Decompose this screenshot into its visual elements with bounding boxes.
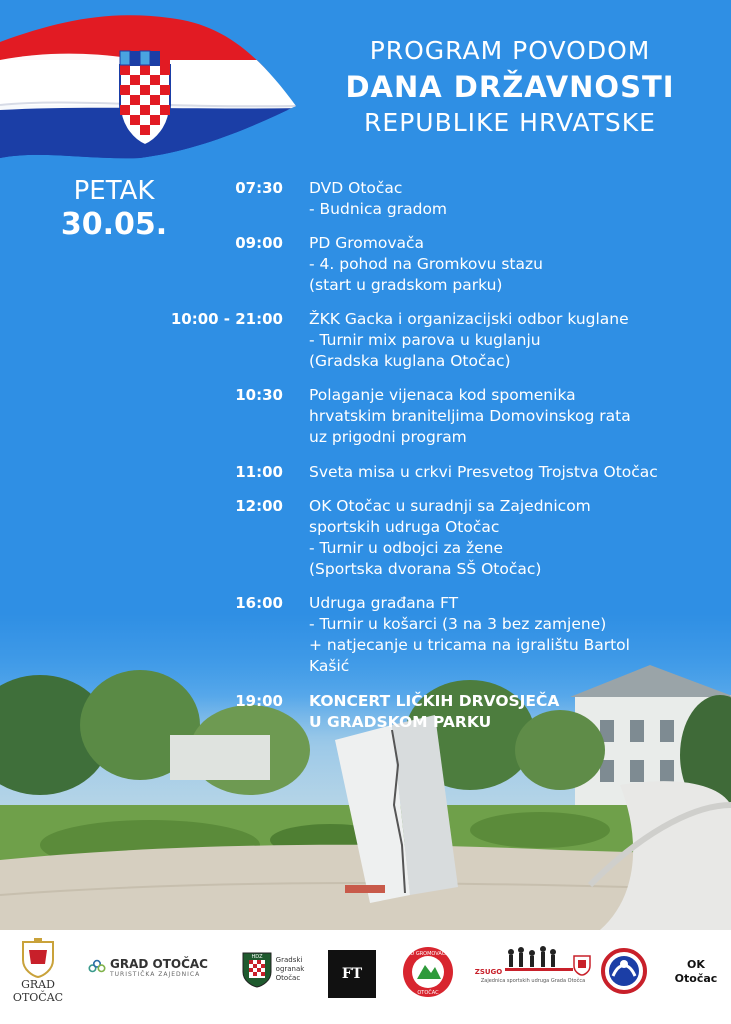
day-date: 30.05.	[60, 207, 168, 242]
logo-zsugo	[474, 944, 588, 984]
event-time: 11:00	[235, 463, 283, 481]
hdz-badge-text: HDZ	[251, 954, 263, 960]
zsugo-graphic	[475, 944, 592, 976]
event-description	[309, 691, 729, 733]
event-row	[160, 593, 730, 677]
event-line: KONCERT LIČKIH DRVOSJEČA	[309, 692, 560, 710]
event-description	[309, 462, 729, 483]
event-line: - Turnir mix parova u kuglanju	[309, 331, 541, 349]
event-time: 19:00	[235, 692, 283, 710]
event-row	[160, 496, 730, 580]
volleyball-club-badge-icon	[601, 948, 647, 994]
event-description	[309, 233, 729, 296]
event-description	[309, 385, 729, 448]
event-line: U GRADSKOM PARKU	[309, 713, 492, 731]
hdz-crest-icon	[242, 950, 272, 988]
event-time: 16:00	[235, 594, 283, 612]
event-line: Kašić	[309, 657, 350, 675]
event-time: 09:00	[235, 234, 283, 252]
event-line: + natjecanje u tricama na igralištu Bartol	[309, 636, 630, 654]
grad-otocac-crest-icon	[21, 938, 55, 978]
event-line: - Budnica gradom	[309, 200, 448, 218]
logo-text: FT	[341, 966, 363, 982]
event-line: (Sportska dvorana SŠ Otočac)	[309, 560, 542, 578]
croatian-flag-icon	[0, 10, 300, 160]
pd-gromovaca-badge-icon	[401, 945, 455, 999]
zsugo-label: ZSUGO	[474, 968, 503, 976]
event-time: 10:00 - 21:00	[170, 310, 283, 328]
event-time: 10:30	[235, 386, 283, 404]
event-row	[160, 385, 730, 448]
day-name: PETAK	[73, 176, 155, 206]
event-line: sportskih udruga Otočac	[309, 518, 500, 536]
logo-ok-otocac-ball	[600, 948, 648, 994]
zsugo-athletes-icon	[505, 944, 573, 976]
title-line-1: PROGRAM POVODOM	[369, 36, 651, 65]
event-description	[309, 496, 729, 580]
poster-title	[300, 34, 720, 140]
event-line: - Turnir u košarci (3 na 3 bez zamjene)	[309, 615, 607, 633]
title-line-2: DANA DRŽAVNOSTI	[345, 70, 675, 104]
event-description	[309, 178, 729, 220]
logo-text: GRAD OTOČAC	[109, 956, 208, 971]
logo-grad-otocac	[8, 938, 68, 1004]
event-line: uz prigodni program	[309, 428, 467, 446]
event-time: 12:00	[235, 497, 283, 515]
logo-text: GRAD OTOČAC	[12, 978, 64, 1004]
event-schedule	[160, 178, 730, 733]
title-line-3: REPUBLIKE HRVATSKE	[364, 108, 656, 137]
day-label	[54, 175, 174, 243]
event-line: OK Otočac u suradnji sa Zajednicom	[309, 497, 591, 515]
logo-ok-otocac	[668, 958, 724, 986]
event-line: Udruga građana FT	[309, 594, 459, 612]
logo-subtext: TURISTIČKA ZAJEDNICA	[109, 970, 201, 978]
event-line: (Gradska kuglana Otočac)	[309, 352, 511, 370]
event-row	[160, 309, 730, 372]
event-time: 07:30	[235, 179, 283, 197]
pd-bottom-text: OTOČAC	[417, 990, 439, 996]
event-row	[160, 178, 730, 220]
logo-hdz	[238, 950, 308, 988]
event-row-concert	[160, 691, 730, 733]
event-line: PD Gromovača	[309, 234, 425, 252]
logo-text-group	[110, 957, 208, 978]
event-row	[160, 233, 730, 296]
event-line: - 4. pohod na Gromkovu stazu	[309, 255, 543, 273]
logo-pd-gromovaca	[398, 945, 458, 999]
event-line: Polaganje vijenaca kod spomenika	[309, 386, 576, 404]
tz-circles-icon	[88, 955, 106, 979]
logo-ft	[328, 950, 376, 998]
event-description	[309, 593, 729, 677]
event-line: hrvatskim braniteljima Domovinskog rata	[309, 407, 631, 425]
event-line: DVD Otočac	[309, 179, 403, 197]
event-description	[309, 309, 729, 372]
logo-text: Gradski ogranak Otočac	[275, 955, 305, 982]
pd-top-text: PD GROMOVAČA	[407, 951, 449, 957]
event-line: ŽKK Gacka i organizacijski odbor kuglane	[309, 310, 629, 328]
logo-text: OK Otočac	[674, 958, 718, 985]
event-line: (start u gradskom parku)	[309, 276, 503, 294]
event-line: Sveta misa u crkvi Presvetog Trojstva Otočac	[309, 463, 658, 481]
logo-tz-grad-otocac	[88, 955, 208, 979]
zsugo-crest-icon	[573, 954, 591, 976]
logo-subtext: Zajednica sportskih udruga Grada Otočca	[480, 978, 586, 984]
event-line: - Turnir u odbojci za žene	[309, 539, 504, 557]
event-row	[160, 462, 730, 483]
